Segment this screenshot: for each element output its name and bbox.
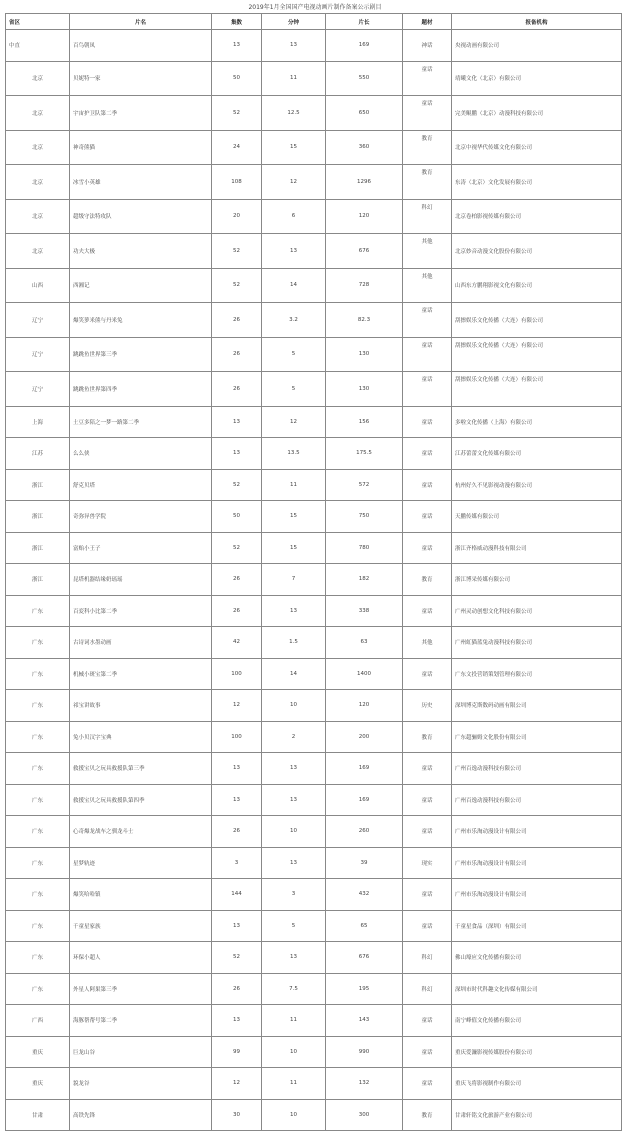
cell-name: 貌龙谷 xyxy=(70,1068,212,1100)
cell-name: 超级守法特攻队 xyxy=(70,199,212,234)
cell-province: 广东 xyxy=(6,595,70,627)
cell-minutes: 10 xyxy=(262,1099,326,1131)
cell-province: 浙江 xyxy=(6,469,70,501)
cell-episodes: 100 xyxy=(212,721,262,753)
table-row xyxy=(6,1005,622,1037)
cell-length: 39 xyxy=(326,847,403,879)
cell-name: 百変科小比第二季 xyxy=(70,595,212,627)
cell-minutes: 11 xyxy=(262,469,326,501)
cell-name: 土豆多陪之一梦一路第二季 xyxy=(70,406,212,438)
cell-org: 甘肃轩铭文化旅游产业有限公司 xyxy=(452,1099,622,1131)
cell-genre: 教育 xyxy=(403,165,452,200)
cell-name: 神奇熊猫 xyxy=(70,130,212,165)
cell-genre: 教育 xyxy=(403,130,452,165)
table-row xyxy=(6,61,622,96)
cell-genre: 童话 xyxy=(403,501,452,533)
table-row xyxy=(6,627,622,659)
cell-province: 广东 xyxy=(6,879,70,911)
cell-length: 195 xyxy=(326,973,403,1005)
cell-genre: 其他 xyxy=(403,268,452,303)
cell-minutes: 10 xyxy=(262,1036,326,1068)
cell-episodes: 50 xyxy=(212,61,262,96)
cell-length: 65 xyxy=(326,910,403,942)
cell-org: 广州市乐淘动漫设计有限公司 xyxy=(452,847,622,879)
table-row xyxy=(6,199,622,234)
cell-episodes: 26 xyxy=(212,303,262,338)
cell-minutes: 14 xyxy=(262,268,326,303)
cell-org: 完美鲲鹏（北京）动漫科技有限公司 xyxy=(452,96,622,131)
cell-province: 广西 xyxy=(6,1005,70,1037)
cell-episodes: 52 xyxy=(212,469,262,501)
cell-episodes: 108 xyxy=(212,165,262,200)
cell-org: 重庆飞将影视制作有限公司 xyxy=(452,1068,622,1100)
cell-length: 82.3 xyxy=(326,303,403,338)
table-row xyxy=(6,501,622,533)
cell-length: 990 xyxy=(326,1036,403,1068)
cell-genre: 童话 xyxy=(403,1068,452,1100)
header-minutes: 分钟 xyxy=(262,14,326,30)
cell-province: 广东 xyxy=(6,627,70,659)
cell-episodes: 42 xyxy=(212,627,262,659)
cell-province: 广东 xyxy=(6,753,70,785)
cell-minutes: 11 xyxy=(262,61,326,96)
cell-name: 奇弥异兽学院 xyxy=(70,501,212,533)
cell-name: 冰雪小英雄 xyxy=(70,165,212,200)
cell-province: 甘肃 xyxy=(6,1099,70,1131)
cell-length: 432 xyxy=(326,879,403,911)
cell-length: 572 xyxy=(326,469,403,501)
cell-org: 多啦文化传播（上海）有限公司 xyxy=(452,406,622,438)
table-row xyxy=(6,1068,622,1100)
cell-name: 古诗词水墨动画 xyxy=(70,627,212,659)
cell-minutes: 6 xyxy=(262,199,326,234)
cell-minutes: 5 xyxy=(262,337,326,372)
cell-name: 富贻小王子 xyxy=(70,532,212,564)
cell-length: 143 xyxy=(326,1005,403,1037)
cell-org: 杭州好久不见影视动漫有限公司 xyxy=(452,469,622,501)
document-title: 2019年1月全国国产电视动画片制作备案公示剧目 xyxy=(248,4,382,11)
table-body xyxy=(6,30,622,1131)
table-row xyxy=(6,658,622,690)
cell-province: 中直 xyxy=(6,30,70,62)
cell-name: 祁宝讲故事 xyxy=(70,690,212,722)
cell-episodes: 52 xyxy=(212,96,262,131)
cell-name: 星梦轨迹 xyxy=(70,847,212,879)
cell-genre: 童话 xyxy=(403,469,452,501)
cell-length: 780 xyxy=(326,532,403,564)
cell-length: 300 xyxy=(326,1099,403,1131)
cell-province: 重庆 xyxy=(6,1036,70,1068)
cell-org: 广东文投营销策划管理有限公司 xyxy=(452,658,622,690)
table-row xyxy=(6,303,622,338)
cell-genre: 童话 xyxy=(403,879,452,911)
cell-episodes: 13 xyxy=(212,753,262,785)
table-row xyxy=(6,973,622,1005)
header-province: 省区 xyxy=(6,14,70,30)
cell-org: 东涛（北京）文化发展有限公司 xyxy=(452,165,622,200)
cell-name: 外星人阿果第三季 xyxy=(70,973,212,1005)
header-genre: 题材 xyxy=(403,14,452,30)
cell-province: 辽宁 xyxy=(6,372,70,407)
cell-province: 北京 xyxy=(6,96,70,131)
cell-genre: 科幻 xyxy=(403,942,452,974)
cell-episodes: 12 xyxy=(212,1068,262,1100)
cell-episodes: 12 xyxy=(212,690,262,722)
cell-genre: 其他 xyxy=(403,234,452,269)
cell-genre: 童话 xyxy=(403,1036,452,1068)
cell-org: 浙江齐格威动漫科技有限公司 xyxy=(452,532,622,564)
cell-name: 环保小超人 xyxy=(70,942,212,974)
cell-genre: 教育 xyxy=(403,721,452,753)
cell-province: 重庆 xyxy=(6,1068,70,1100)
table-row xyxy=(6,595,622,627)
cell-genre: 童话 xyxy=(403,96,452,131)
cell-minutes: 12.5 xyxy=(262,96,326,131)
cell-org: 北京卷柏影视传媒有限公司 xyxy=(452,199,622,234)
table-row xyxy=(6,406,622,438)
table-row xyxy=(6,268,622,303)
cell-org: 刮擦娱乐文化传播（大连）有限公司 xyxy=(452,303,622,338)
cell-episodes: 50 xyxy=(212,501,262,533)
table-row xyxy=(6,234,622,269)
cell-length: 338 xyxy=(326,595,403,627)
cell-minutes: 10 xyxy=(262,690,326,722)
table-row xyxy=(6,337,622,372)
cell-org: 深圳博克斯数码动画有限公司 xyxy=(452,690,622,722)
cell-genre: 童话 xyxy=(403,303,452,338)
cell-name: 西湘记 xyxy=(70,268,212,303)
cell-minutes: 11 xyxy=(262,1005,326,1037)
cell-genre: 童话 xyxy=(403,595,452,627)
cell-episodes: 13 xyxy=(212,406,262,438)
cell-province: 浙江 xyxy=(6,501,70,533)
cell-length: 550 xyxy=(326,61,403,96)
table-row xyxy=(6,130,622,165)
cell-minutes: 13 xyxy=(262,234,326,269)
cell-minutes: 12 xyxy=(262,165,326,200)
cell-name: 百鸟朝凤 xyxy=(70,30,212,62)
cell-minutes: 3 xyxy=(262,879,326,911)
cell-name: 贝妮特一家 xyxy=(70,61,212,96)
table-row xyxy=(6,165,622,200)
cell-minutes: 14 xyxy=(262,658,326,690)
cell-org: 深圳市时代科趣文化传媒有限公司 xyxy=(452,973,622,1005)
cell-province: 浙江 xyxy=(6,532,70,564)
cell-length: 750 xyxy=(326,501,403,533)
cell-length: 728 xyxy=(326,268,403,303)
cell-province: 山西 xyxy=(6,268,70,303)
cell-episodes: 26 xyxy=(212,372,262,407)
table-row xyxy=(6,784,622,816)
cell-episodes: 52 xyxy=(212,532,262,564)
cell-org: 广州市乐淘动漫设计有限公司 xyxy=(452,879,622,911)
cell-length: 120 xyxy=(326,690,403,722)
cell-org: 南宁峰值文化传播有限公司 xyxy=(452,1005,622,1037)
table-row xyxy=(6,910,622,942)
cell-episodes: 26 xyxy=(212,973,262,1005)
cell-episodes: 26 xyxy=(212,595,262,627)
cell-org: 佛山壕应文化传播有限公司 xyxy=(452,942,622,974)
cell-name: 救援宝贝之玩具救援队第四季 xyxy=(70,784,212,816)
table-row xyxy=(6,96,622,131)
cell-episodes: 26 xyxy=(212,816,262,848)
cell-province: 北京 xyxy=(6,199,70,234)
cell-episodes: 52 xyxy=(212,942,262,974)
cell-genre: 童话 xyxy=(403,337,452,372)
cell-province: 北京 xyxy=(6,130,70,165)
cell-minutes: 15 xyxy=(262,501,326,533)
cell-minutes: 15 xyxy=(262,130,326,165)
cell-genre: 教育 xyxy=(403,1099,452,1131)
cell-name: 功夫大极 xyxy=(70,234,212,269)
cell-org: 广州百逸动漫科技有限公司 xyxy=(452,784,622,816)
table-row xyxy=(6,438,622,470)
cell-genre: 神话 xyxy=(403,30,452,62)
cell-org: 广州灵动创想文化科技有限公司 xyxy=(452,595,622,627)
cell-length: 175.5 xyxy=(326,438,403,470)
cell-length: 260 xyxy=(326,816,403,848)
table-row xyxy=(6,1099,622,1131)
cell-length: 360 xyxy=(326,130,403,165)
cell-minutes: 13 xyxy=(262,753,326,785)
cell-genre: 童话 xyxy=(403,816,452,848)
table-row xyxy=(6,372,622,407)
cell-minutes: 2 xyxy=(262,721,326,753)
cell-episodes: 13 xyxy=(212,910,262,942)
table-row xyxy=(6,30,622,62)
cell-episodes: 26 xyxy=(212,337,262,372)
cell-minutes: 10 xyxy=(262,816,326,848)
cell-name: 昆塔机器结缘奶瑶瑶 xyxy=(70,564,212,596)
cell-genre: 童话 xyxy=(403,438,452,470)
cell-length: 132 xyxy=(326,1068,403,1100)
cell-length: 676 xyxy=(326,942,403,974)
cell-minutes: 13.5 xyxy=(262,438,326,470)
cell-length: 200 xyxy=(326,721,403,753)
cell-province: 江苏 xyxy=(6,438,70,470)
cell-name: 跳跳鱼世界第四季 xyxy=(70,372,212,407)
cell-province: 辽宁 xyxy=(6,303,70,338)
cell-minutes: 5 xyxy=(262,910,326,942)
cell-minutes: 7.5 xyxy=(262,973,326,1005)
cell-minutes: 13 xyxy=(262,30,326,62)
table-row xyxy=(6,1036,622,1068)
cell-episodes: 13 xyxy=(212,438,262,470)
cell-episodes: 52 xyxy=(212,268,262,303)
cell-name: 巨龙山谷 xyxy=(70,1036,212,1068)
header-length: 片长 xyxy=(326,14,403,30)
table-row xyxy=(6,816,622,848)
cell-org: 北京中视华代传媒文化有限公司 xyxy=(452,130,622,165)
cell-province: 广东 xyxy=(6,910,70,942)
cell-province: 北京 xyxy=(6,61,70,96)
cell-name: 海豚帮帮号第二季 xyxy=(70,1005,212,1037)
cell-province: 广东 xyxy=(6,847,70,879)
cell-province: 上海 xyxy=(6,406,70,438)
cell-genre: 童话 xyxy=(403,406,452,438)
cell-genre: 童话 xyxy=(403,1005,452,1037)
cell-name: 跳跳鱼世界第三季 xyxy=(70,337,212,372)
cell-province: 北京 xyxy=(6,165,70,200)
cell-name: 宇宙护卫队第二季 xyxy=(70,96,212,131)
cell-genre: 教育 xyxy=(403,564,452,596)
cell-province: 广东 xyxy=(6,658,70,690)
cell-genre: 科幻 xyxy=(403,973,452,1005)
cell-length: 130 xyxy=(326,337,403,372)
cell-length: 650 xyxy=(326,96,403,131)
cell-episodes: 100 xyxy=(212,658,262,690)
cell-episodes: 99 xyxy=(212,1036,262,1068)
cell-minutes: 13 xyxy=(262,784,326,816)
cell-length: 1296 xyxy=(326,165,403,200)
cell-province: 广东 xyxy=(6,721,70,753)
cell-name: 救援宝贝之玩具救援队第三季 xyxy=(70,753,212,785)
cell-org: 刮擦娱乐文化传播（大连）有限公司 xyxy=(452,372,622,407)
cell-length: 169 xyxy=(326,30,403,62)
table-header-row xyxy=(6,14,622,30)
cell-length: 676 xyxy=(326,234,403,269)
cell-minutes: 1.5 xyxy=(262,627,326,659)
cell-genre: 历史 xyxy=(403,690,452,722)
cell-province: 浙江 xyxy=(6,564,70,596)
cell-org: 江苏蕾蕾文化传媒有限公司 xyxy=(452,438,622,470)
cell-org: 广东超骊姆文化股份有限公司 xyxy=(452,721,622,753)
cell-genre: 童话 xyxy=(403,532,452,564)
cell-org: 央视动画有限公司 xyxy=(452,30,622,62)
cell-org: 千童星食品（深圳）有限公司 xyxy=(452,910,622,942)
cell-episodes: 3 xyxy=(212,847,262,879)
cell-name: 高铁先锋 xyxy=(70,1099,212,1131)
cell-minutes: 3.2 xyxy=(262,303,326,338)
cell-province: 北京 xyxy=(6,234,70,269)
cell-minutes: 13 xyxy=(262,942,326,974)
cell-name: 舒克贝塔 xyxy=(70,469,212,501)
cell-genre: 童话 xyxy=(403,753,452,785)
cell-name: 千童星家族 xyxy=(70,910,212,942)
cell-province: 广东 xyxy=(6,784,70,816)
cell-length: 63 xyxy=(326,627,403,659)
cell-org: 山西东方鹏翔影视文化有限公司 xyxy=(452,268,622,303)
cell-minutes: 5 xyxy=(262,372,326,407)
cell-name: 爆笑萝米熊与丹米兔 xyxy=(70,303,212,338)
cell-province: 辽宁 xyxy=(6,337,70,372)
cell-name: 爆笑哈哈镇 xyxy=(70,879,212,911)
cell-episodes: 52 xyxy=(212,234,262,269)
cell-length: 120 xyxy=(326,199,403,234)
cell-genre: 现实 xyxy=(403,847,452,879)
cell-genre: 童话 xyxy=(403,784,452,816)
cell-org: 天鹏传媒有限公司 xyxy=(452,501,622,533)
cell-org: 刮擦娱乐文化传播（大连）有限公司 xyxy=(452,337,622,372)
cell-length: 130 xyxy=(326,372,403,407)
table-row xyxy=(6,469,622,501)
cell-genre: 童话 xyxy=(403,910,452,942)
table-row xyxy=(6,690,622,722)
cell-minutes: 7 xyxy=(262,564,326,596)
table-row xyxy=(6,942,622,974)
cell-minutes: 12 xyxy=(262,406,326,438)
cell-genre: 童话 xyxy=(403,61,452,96)
cell-episodes: 20 xyxy=(212,199,262,234)
cell-genre: 童话 xyxy=(403,372,452,407)
table-row xyxy=(6,564,622,596)
header-name: 片名 xyxy=(70,14,212,30)
filing-table xyxy=(5,13,622,1131)
cell-minutes: 11 xyxy=(262,1068,326,1100)
cell-name: 兔小贝汉字宝典 xyxy=(70,721,212,753)
cell-genre: 科幻 xyxy=(403,199,452,234)
header-episodes: 集数 xyxy=(212,14,262,30)
cell-episodes: 13 xyxy=(212,30,262,62)
table-row xyxy=(6,847,622,879)
cell-name: 么么侠 xyxy=(70,438,212,470)
cell-province: 广东 xyxy=(6,690,70,722)
cell-org: 广州百逸动漫科技有限公司 xyxy=(452,753,622,785)
table-row xyxy=(6,532,622,564)
cell-province: 广东 xyxy=(6,973,70,1005)
cell-minutes: 13 xyxy=(262,847,326,879)
table-row xyxy=(6,753,622,785)
cell-length: 182 xyxy=(326,564,403,596)
cell-org: 广州虹猫蓝兔动漫科技有限公司 xyxy=(452,627,622,659)
cell-genre: 其他 xyxy=(403,627,452,659)
cell-length: 169 xyxy=(326,753,403,785)
cell-episodes: 26 xyxy=(212,564,262,596)
cell-episodes: 30 xyxy=(212,1099,262,1131)
cell-episodes: 13 xyxy=(212,784,262,816)
cell-org: 浙江博采传媒有限公司 xyxy=(452,564,622,596)
cell-org: 广州市乐淘动漫设计有限公司 xyxy=(452,816,622,848)
cell-org: 靖曦文化（北京）有限公司 xyxy=(452,61,622,96)
header-org: 报备机构 xyxy=(452,14,622,30)
cell-name: 机械小斑宝第二季 xyxy=(70,658,212,690)
cell-length: 1400 xyxy=(326,658,403,690)
cell-minutes: 13 xyxy=(262,595,326,627)
cell-episodes: 144 xyxy=(212,879,262,911)
table-row xyxy=(6,721,622,753)
cell-genre: 童话 xyxy=(403,658,452,690)
table-row xyxy=(6,879,622,911)
cell-org: 重庆爱濂影视传媒股份有限公司 xyxy=(452,1036,622,1068)
cell-length: 156 xyxy=(326,406,403,438)
cell-province: 广东 xyxy=(6,942,70,974)
cell-episodes: 13 xyxy=(212,1005,262,1037)
cell-org: 北京妙音动漫文化股份有限公司 xyxy=(452,234,622,269)
cell-province: 广东 xyxy=(6,816,70,848)
cell-length: 169 xyxy=(326,784,403,816)
cell-name: 心奇爆龙战车之驯龙斗士 xyxy=(70,816,212,848)
cell-minutes: 15 xyxy=(262,532,326,564)
cell-episodes: 24 xyxy=(212,130,262,165)
